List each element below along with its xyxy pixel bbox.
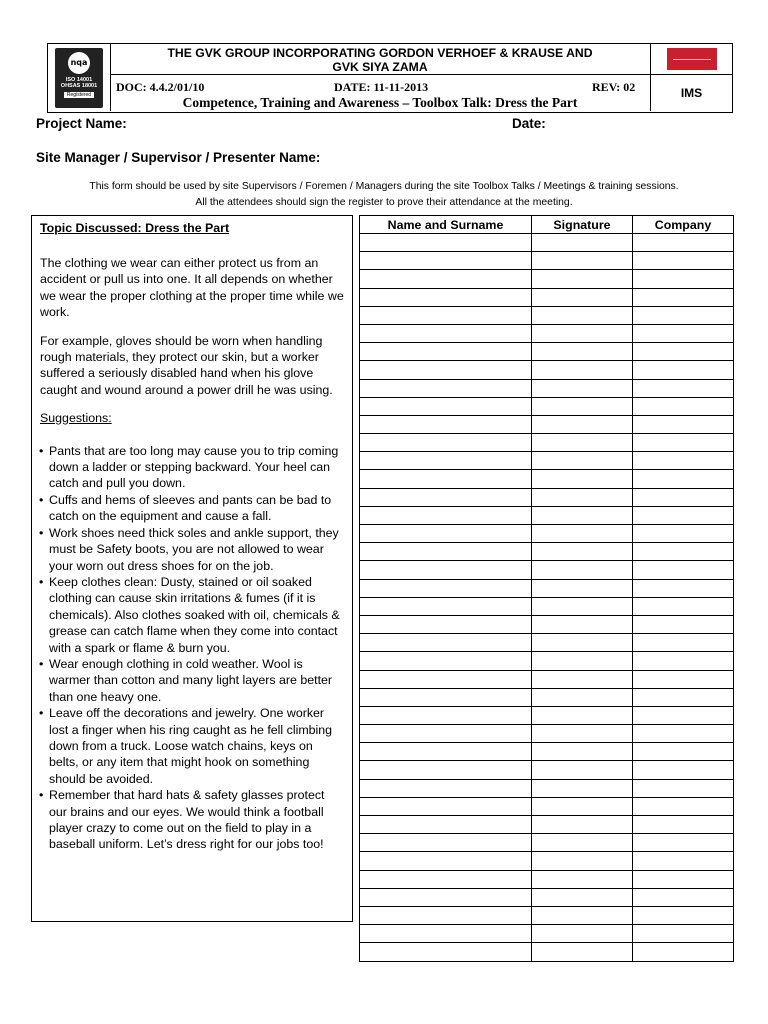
attendance-register bbox=[359, 215, 734, 962]
company-cell[interactable] bbox=[633, 525, 734, 543]
name-cell[interactable] bbox=[360, 343, 532, 361]
company-cell[interactable] bbox=[633, 943, 734, 961]
column-signature: Signature bbox=[532, 216, 633, 234]
signature-cell[interactable] bbox=[532, 634, 633, 652]
register-row bbox=[360, 579, 734, 597]
company-cell[interactable] bbox=[633, 506, 734, 524]
company-cell[interactable] bbox=[633, 925, 734, 943]
signature-cell[interactable] bbox=[532, 234, 633, 252]
company-cell[interactable] bbox=[633, 270, 734, 288]
name-cell[interactable] bbox=[360, 561, 532, 579]
system-label: IMS bbox=[650, 75, 732, 111]
suggestions-label: Suggestions: bbox=[40, 411, 112, 426]
date-label: Date: bbox=[512, 116, 546, 131]
register-row bbox=[360, 270, 734, 288]
topic-paragraph-2: For example, gloves should be worn when handling rough materials, they protect our skin, but a worker suffered a seriously disabled hand when his glove caught and wound around a power drill he was using. bbox=[40, 333, 333, 397]
column-name-surname: Name and Surname bbox=[360, 216, 532, 234]
signature-cell[interactable] bbox=[532, 870, 633, 888]
signature-cell[interactable] bbox=[532, 652, 633, 670]
name-cell[interactable] bbox=[360, 579, 532, 597]
signature-cell[interactable] bbox=[532, 397, 633, 415]
signature-cell[interactable] bbox=[532, 888, 633, 906]
document-subtitle: Competence, Training and Awareness – Toolbox Talk: Dress the Part bbox=[182, 95, 578, 110]
name-cell[interactable] bbox=[360, 670, 532, 688]
register-row bbox=[360, 452, 734, 470]
signature-cell[interactable] bbox=[532, 816, 633, 834]
suggestion-item: • Cuffs and hems of sleeves and pants can be bad to catch on the equipment and cause a fall. bbox=[40, 492, 345, 525]
name-cell[interactable] bbox=[360, 324, 532, 342]
register-row bbox=[360, 834, 734, 852]
signature-cell[interactable] bbox=[532, 434, 633, 452]
register-row bbox=[360, 906, 734, 924]
name-cell[interactable] bbox=[360, 797, 532, 815]
register-row bbox=[360, 816, 734, 834]
register-row bbox=[360, 488, 734, 506]
register-row bbox=[360, 852, 734, 870]
signature-cell[interactable] bbox=[532, 561, 633, 579]
signature-cell[interactable] bbox=[532, 488, 633, 506]
company-cell[interactable] bbox=[633, 579, 734, 597]
register-row bbox=[360, 725, 734, 743]
company-cell[interactable] bbox=[633, 797, 734, 815]
register-row bbox=[360, 324, 734, 342]
signature-cell[interactable] bbox=[532, 925, 633, 943]
signature-cell[interactable] bbox=[532, 343, 633, 361]
signature-cell[interactable] bbox=[532, 288, 633, 306]
register-row bbox=[360, 434, 734, 452]
company-cell[interactable] bbox=[633, 725, 734, 743]
signature-cell[interactable] bbox=[532, 270, 633, 288]
signature-cell[interactable] bbox=[532, 834, 633, 852]
signature-cell[interactable] bbox=[532, 452, 633, 470]
column-company: Company bbox=[633, 216, 734, 234]
signature-cell[interactable] bbox=[532, 797, 633, 815]
company-cell[interactable] bbox=[633, 670, 734, 688]
register-row bbox=[360, 634, 734, 652]
company-cell[interactable] bbox=[633, 324, 734, 342]
suggestions-list bbox=[40, 443, 345, 853]
name-cell[interactable] bbox=[360, 834, 532, 852]
name-cell[interactable] bbox=[360, 288, 532, 306]
company-cell[interactable] bbox=[633, 306, 734, 324]
name-cell[interactable] bbox=[360, 506, 532, 524]
register-row bbox=[360, 397, 734, 415]
nqa-registered: Registered bbox=[64, 92, 94, 98]
signature-cell[interactable] bbox=[532, 306, 633, 324]
doc-revision: REV: 02 bbox=[592, 80, 636, 94]
name-cell[interactable] bbox=[360, 397, 532, 415]
name-cell[interactable] bbox=[360, 943, 532, 961]
brand-logo-cell bbox=[650, 44, 732, 75]
name-cell[interactable] bbox=[360, 252, 532, 270]
register-row bbox=[360, 379, 734, 397]
signature-cell[interactable] bbox=[532, 361, 633, 379]
name-cell[interactable] bbox=[360, 597, 532, 615]
register-header-row bbox=[360, 216, 734, 234]
topic-box bbox=[31, 215, 353, 922]
company-cell[interactable] bbox=[633, 816, 734, 834]
certification-logo-cell bbox=[48, 44, 111, 111]
register-body bbox=[360, 234, 734, 962]
signature-cell[interactable] bbox=[532, 725, 633, 743]
name-cell[interactable] bbox=[360, 452, 532, 470]
signature-cell[interactable] bbox=[532, 688, 633, 706]
suggestion-item: • Work shoes need thick soles and ankle support, they must be Safety boots, you are not allowed to wear your worn out dress shoes for on the job. bbox=[40, 525, 345, 574]
register-row bbox=[360, 525, 734, 543]
signature-cell[interactable] bbox=[532, 543, 633, 561]
name-cell[interactable] bbox=[360, 270, 532, 288]
signature-cell[interactable] bbox=[532, 743, 633, 761]
company-cell[interactable] bbox=[633, 434, 734, 452]
signature-cell[interactable] bbox=[532, 943, 633, 961]
signature-cell[interactable] bbox=[532, 597, 633, 615]
name-cell[interactable] bbox=[360, 888, 532, 906]
signature-cell[interactable] bbox=[532, 761, 633, 779]
topic-heading: Topic Discussed: Dress the Part bbox=[40, 221, 230, 235]
company-cell[interactable] bbox=[633, 561, 734, 579]
signature-cell[interactable] bbox=[532, 615, 633, 633]
register-row bbox=[360, 597, 734, 615]
register-row bbox=[360, 761, 734, 779]
company-cell[interactable] bbox=[633, 888, 734, 906]
document-header bbox=[47, 43, 733, 113]
company-cell[interactable] bbox=[633, 597, 734, 615]
name-cell[interactable] bbox=[360, 525, 532, 543]
company-line-1: THE GVK GROUP INCORPORATING GORDON VERHOEF & KRAUSE AND bbox=[167, 46, 593, 60]
company-cell[interactable] bbox=[633, 852, 734, 870]
name-cell[interactable] bbox=[360, 615, 532, 633]
name-cell[interactable] bbox=[360, 688, 532, 706]
company-cell[interactable] bbox=[633, 615, 734, 633]
presenter-name-label: Site Manager / Supervisor / Presenter Name: bbox=[36, 150, 321, 165]
company-cell[interactable] bbox=[633, 652, 734, 670]
name-cell[interactable] bbox=[360, 634, 532, 652]
signature-cell[interactable] bbox=[532, 470, 633, 488]
company-cell[interactable] bbox=[633, 234, 734, 252]
company-cell[interactable] bbox=[633, 470, 734, 488]
name-cell[interactable] bbox=[360, 361, 532, 379]
project-name-label: Project Name: bbox=[36, 116, 127, 131]
name-cell[interactable] bbox=[360, 415, 532, 433]
company-cell[interactable] bbox=[633, 343, 734, 361]
nqa-logo-mark: nqa bbox=[68, 52, 90, 74]
company-cell[interactable] bbox=[633, 543, 734, 561]
signature-cell[interactable] bbox=[532, 324, 633, 342]
nqa-cert-text bbox=[61, 77, 97, 90]
register-row bbox=[360, 543, 734, 561]
company-cell[interactable] bbox=[633, 488, 734, 506]
signature-cell[interactable] bbox=[532, 525, 633, 543]
signature-cell[interactable] bbox=[532, 415, 633, 433]
cert-iso: ISO 14001 bbox=[65, 76, 93, 83]
register-row bbox=[360, 943, 734, 961]
company-cell[interactable] bbox=[633, 834, 734, 852]
company-cell[interactable] bbox=[633, 397, 734, 415]
register-row bbox=[360, 361, 734, 379]
register-row bbox=[360, 706, 734, 724]
suggestion-item: • Remember that hard hats & safety glasses protect our brains and our eyes. We would think a football player crazy to come out on the field to play in a baseball uniform. Let’s dress right for our jobs too! bbox=[40, 787, 345, 853]
instruction-line-2: All the attendees should sign the register to prove their attendance at the meeting. bbox=[195, 197, 573, 208]
cert-ohsas: OHSAS 18001 bbox=[60, 83, 98, 89]
signature-cell[interactable] bbox=[532, 779, 633, 797]
register-row bbox=[360, 925, 734, 943]
register-row bbox=[360, 797, 734, 815]
company-cell[interactable] bbox=[633, 761, 734, 779]
company-cell[interactable] bbox=[633, 252, 734, 270]
signature-cell[interactable] bbox=[532, 852, 633, 870]
company-cell[interactable] bbox=[633, 634, 734, 652]
name-cell[interactable] bbox=[360, 434, 532, 452]
name-cell[interactable] bbox=[360, 234, 532, 252]
name-cell[interactable] bbox=[360, 379, 532, 397]
name-cell[interactable] bbox=[360, 761, 532, 779]
name-cell[interactable] bbox=[360, 306, 532, 324]
signature-cell[interactable] bbox=[532, 379, 633, 397]
register-row bbox=[360, 870, 734, 888]
name-cell[interactable] bbox=[360, 870, 532, 888]
register-row bbox=[360, 343, 734, 361]
name-cell[interactable] bbox=[360, 906, 532, 924]
doc-meta-row bbox=[110, 77, 650, 93]
suggestion-item: • Wear enough clothing in cold weather. Wool is warmer than cotton and many light layers are better than one heavy one. bbox=[40, 656, 345, 705]
name-cell[interactable] bbox=[360, 470, 532, 488]
company-title bbox=[110, 44, 650, 75]
register-row bbox=[360, 288, 734, 306]
company-cell[interactable] bbox=[633, 906, 734, 924]
name-cell[interactable] bbox=[360, 816, 532, 834]
register-row bbox=[360, 652, 734, 670]
register-row bbox=[360, 470, 734, 488]
register-row bbox=[360, 561, 734, 579]
signature-cell[interactable] bbox=[532, 706, 633, 724]
doc-number: DOC: 4.4.2/01/10 bbox=[116, 80, 205, 94]
name-cell[interactable] bbox=[360, 852, 532, 870]
instruction-line-1: This form should be used by site Supervisors / Foremen / Managers during the site Toolbox Talks / Meetings & training sessions. bbox=[89, 181, 679, 192]
company-cell[interactable] bbox=[633, 743, 734, 761]
company-cell[interactable] bbox=[633, 779, 734, 797]
signature-cell[interactable] bbox=[532, 906, 633, 924]
register-row bbox=[360, 615, 734, 633]
suggestion-item: • Keep clothes clean: Dusty, stained or oil soaked clothing can cause skin irritations & fumes (if it is chemicals). Also clothes soaked with oil, chemicals & grease can catch flame when they come into contact with a spark or flame & burn you. bbox=[40, 574, 345, 656]
name-cell[interactable] bbox=[360, 779, 532, 797]
company-cell[interactable] bbox=[633, 870, 734, 888]
company-cell[interactable] bbox=[633, 706, 734, 724]
signature-cell[interactable] bbox=[532, 579, 633, 597]
register-row bbox=[360, 415, 734, 433]
register-row bbox=[360, 779, 734, 797]
name-cell[interactable] bbox=[360, 725, 532, 743]
register-row bbox=[360, 688, 734, 706]
register-row bbox=[360, 234, 734, 252]
company-cell[interactable] bbox=[633, 452, 734, 470]
signature-cell[interactable] bbox=[532, 506, 633, 524]
register-row bbox=[360, 252, 734, 270]
name-cell[interactable] bbox=[360, 743, 532, 761]
company-cell[interactable] bbox=[633, 688, 734, 706]
name-cell[interactable] bbox=[360, 652, 532, 670]
register-row bbox=[360, 506, 734, 524]
suggestion-item: • Leave off the decorations and jewelry. One worker lost a finger when his ring caught as he fell climbing down from a truck. Loose watch chains, keys on belts, or any item that might hook on something should be avoided. bbox=[40, 705, 345, 787]
company-cell[interactable] bbox=[633, 288, 734, 306]
register-row bbox=[360, 743, 734, 761]
doc-date: DATE: 11-11-2013 bbox=[334, 80, 429, 94]
signature-cell[interactable] bbox=[532, 670, 633, 688]
company-line-2: GVK SIYA ZAMA bbox=[332, 60, 428, 74]
company-cell[interactable] bbox=[633, 415, 734, 433]
topic-paragraph-1: The clothing we wear can either protect us from an accident or pull us into one. It all depends on whether we wear the proper clothing at the proper time while we work. bbox=[40, 256, 344, 320]
nqa-logo bbox=[55, 48, 103, 108]
gvk-logo bbox=[667, 48, 717, 70]
register-row bbox=[360, 888, 734, 906]
name-cell[interactable] bbox=[360, 543, 532, 561]
name-cell[interactable] bbox=[360, 925, 532, 943]
name-cell[interactable] bbox=[360, 706, 532, 724]
register-row bbox=[360, 670, 734, 688]
name-cell[interactable] bbox=[360, 488, 532, 506]
register-row bbox=[360, 306, 734, 324]
company-cell[interactable] bbox=[633, 361, 734, 379]
company-cell[interactable] bbox=[633, 379, 734, 397]
signature-cell[interactable] bbox=[532, 252, 633, 270]
suggestion-item: • Pants that are too long may cause you to trip coming down a ladder or stepping backward. Your heel can catch and pull you down. bbox=[40, 443, 345, 492]
